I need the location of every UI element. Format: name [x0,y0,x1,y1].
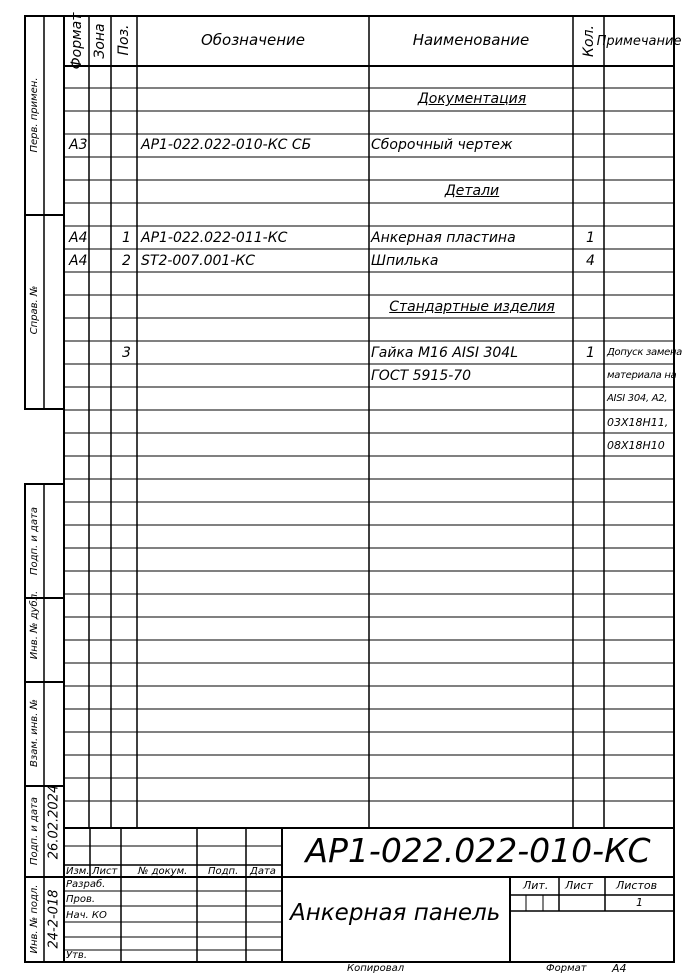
side-podp-data-top: Подп. и дата [29,506,40,576]
tb-list2: Лист [565,879,593,892]
header-name: Наименование [412,31,530,49]
part1-name: Анкерная пластина [371,230,516,246]
tb-list: Лист [92,866,118,877]
std1-note-line: 08Х18Н10 [607,439,665,452]
section-parts: Детали [444,183,500,199]
std1-note-line: материала на [607,370,677,381]
doc1-format: А3 [69,137,88,153]
tb-data: Дата [250,866,276,877]
part2-qty: 4 [586,253,595,269]
tb-listov-value: 1 [636,896,643,909]
tb-prov: Пров. [66,894,96,905]
tb-format-label: Формат [546,963,587,974]
part2-pos: 2 [122,253,131,269]
doc-title: Анкерная панель [290,900,501,926]
part2-name: Шпилька [371,253,439,269]
header-designation: Обозначение [200,31,306,49]
part1-designation: АР1-022.022-011-КС [141,230,288,246]
header-pos: Поз. [116,24,132,56]
tb-izm: Изм. [66,866,90,877]
tb-format-value: А4 [612,962,627,975]
section-standard: Стандартные изделия [389,299,555,315]
tb-doc-no: № докум. [138,866,188,877]
tb-listov: Листов [616,879,658,892]
std1-name-line2: ГОСТ 5915-70 [371,368,472,384]
part1-qty: 1 [586,230,595,246]
std1-pos: 3 [122,345,131,361]
doc1-designation: АР1-022.022-010-КС СБ [141,137,312,153]
side-sprav-no: Справ. № [29,285,40,335]
side-inv-podl-value: 24-2-018 [46,889,62,949]
side-vzam-inv: Взам. инв. № [29,699,40,767]
section-documentation: Документация [417,91,527,107]
part1-format: А4 [69,230,88,246]
std1-note-line: AISI 304, А2, [607,393,668,404]
part2-format: А4 [69,253,88,269]
tb-podp: Подп. [208,866,239,877]
part2-designation: ST2-007.001-КС [141,253,256,269]
header-qty: Кол. [581,25,597,57]
side-podp-data-bottom: Подп. и дата [29,796,40,866]
part1-pos: 1 [122,230,131,246]
side-inv-dubl: Инв. № дубл. [29,590,40,660]
std1-note-line: Допуск замена [607,347,683,358]
tb-nach: Нач. КО [66,910,107,921]
tb-razrab: Разраб. [66,879,106,890]
doc-number: АР1-022.022-010-КС [305,831,651,870]
header-format: Формат [69,12,85,70]
tb-lit: Лит. [523,879,549,892]
side-inv-podl: Инв. № подл. [29,884,40,954]
tb-utv: Утв. [66,950,87,961]
header-note: Примечание [596,34,682,49]
std1-qty: 1 [586,345,595,361]
std1-name-line1: Гайка М16 AISI 304L [371,345,518,361]
side-perv-primen: Перв. примен. [29,77,40,153]
tb-copied: Копировал [347,963,405,974]
doc1-name: Сборочный чертеж [371,137,513,153]
std1-note-line: 03Х18Н11, [607,416,669,429]
header-zone: Зона [92,23,108,59]
side-podp-date-value: 26.02.2024 [46,784,62,860]
